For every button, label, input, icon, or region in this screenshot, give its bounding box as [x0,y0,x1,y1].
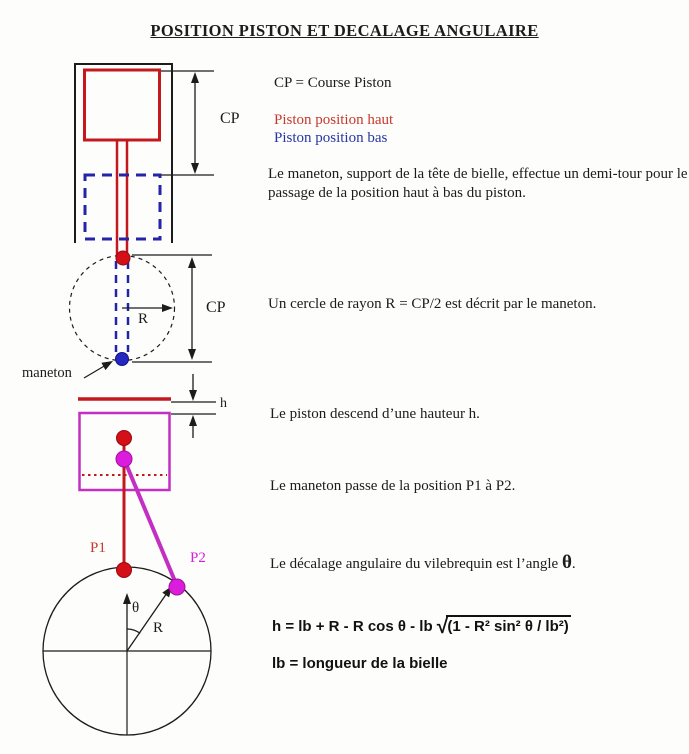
maneton-top-dot [116,251,130,265]
h-label: h [220,396,227,411]
descend-text: Le piston descend d’une hauteur h. [270,406,480,422]
piston-bottom-position [85,175,160,239]
theta-angle-arc [127,629,140,633]
cercle-text: Un cercle de rayon R = CP/2 est décrit par le maneton. [268,296,597,312]
decalage-theta: θ [561,552,572,573]
square-root-sign: √ [436,615,449,638]
lb-definition-text: lb = longueur de la bielle [272,655,448,672]
decalage-text [270,553,576,574]
formula-radicand: (1 - R² sin² θ / lb²) [446,615,570,635]
cylinder-diagram [75,64,214,255]
cp-label-circle: CP [206,299,226,316]
arrowhead-up [188,257,196,268]
cylinder-wall [75,64,172,243]
p2-label: P2 [190,550,206,566]
arrowhead-right [162,304,173,312]
gudgeon-pin-after-dot [116,451,132,467]
decalage-prefix: Le décalage angulaire du vilebrequin est l’angle [270,556,562,572]
piston-bas-text: Piston position bas [274,130,388,146]
maneton-paragraph-text: Le maneton, support de la tête de bielle, effectue un demi-tour pour le passage de la position haut à bas du piston. [268,166,688,201]
p1-label: P1 [90,540,106,556]
arrowhead-pointer [101,361,113,370]
page-title: POSITION PISTON ET DECALAGE ANGULAIRE [150,21,539,40]
piston-haut-text: Piston position haut [274,112,394,128]
passe-text: Le maneton passe de la position P1 à P2. [270,478,516,494]
decalage-suffix: . [571,556,576,572]
angle-diagram [43,563,211,736]
theta-label: θ [132,600,140,616]
maneton-label: maneton [22,365,72,381]
arrowhead-down [191,163,199,174]
maneton-bottom-dot [116,353,129,366]
formula-lhs: h = lb + R - R cos θ - lb [272,618,437,635]
arrowhead-up [191,72,199,83]
cp-definition-text: CP = Course Piston [274,75,392,91]
arrowhead-down [188,349,196,360]
height-formula [272,615,571,639]
piston-top-position [85,70,160,140]
arrowhead-up [123,593,131,604]
cp-label-stroke: CP [220,110,240,127]
gudgeon-pin-before-dot [117,431,132,446]
maneton-pointer-line [84,365,106,378]
p2-dot [169,579,185,595]
p1-dot [117,563,132,578]
r-label-crank: R [138,311,149,327]
r-label-bottom: R [153,620,164,636]
arrowhead-down [189,390,197,401]
